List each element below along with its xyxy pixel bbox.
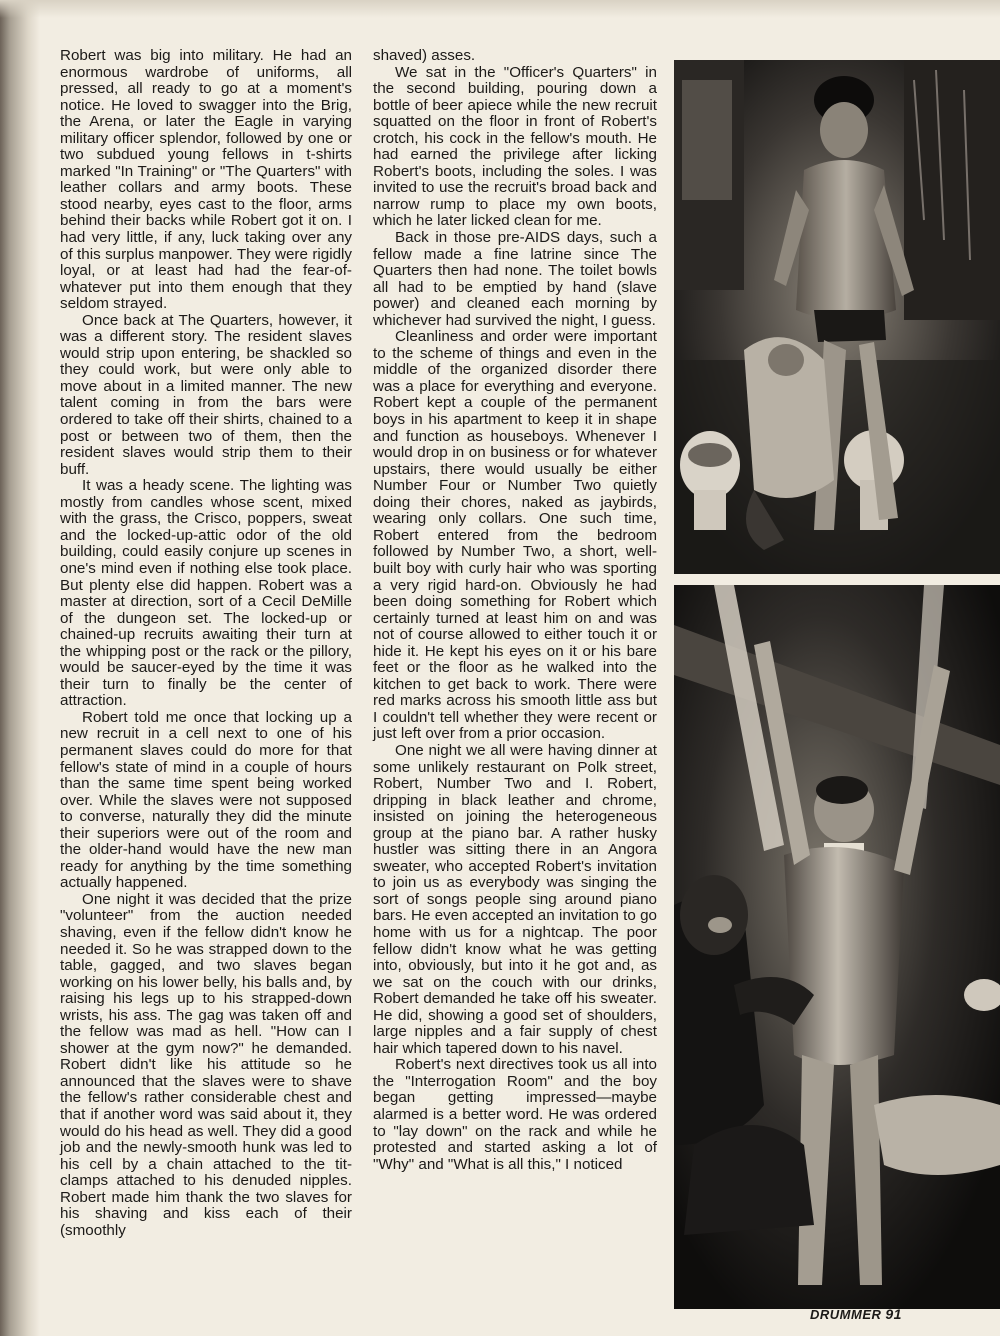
- paragraph: Back in those pre-AIDS days, such a fellow made a fine latrine since The Quarters then had none. The toilet bowls all had to be emptied by hand (slave power) and cleaned each morning by whichever had survived the night, I guess.: [373, 229, 657, 329]
- paragraph: One night we all were having dinner at some unlikely restaurant on Polk street, Robert, Number Two and I. Robert, dripping in black leather and chrome, insisted on joining the heterogeneous group at the piano bar. A rather husky hustler was sitting there in an Angora sweater, who accepted Robert's invitation to join us as everybody was singing the sort of songs people sing around piano bars. He even accepted an invitation to go home with us for a nightcap. The poor fellow didn't know what he was getting into, obviously, but into it he got and, as we sat on the couch with our drinks, Robert demanded he take off his sweater. He did, showing a good set of shoulders, large nipples and a fair supply of chest hair which tapered down to his navel.: [373, 741, 657, 1057]
- paragraph: We sat in the "Officer's Quarters" in the second building, pouring down a bottle of beer apiece while the new recruit squatted on the floor in front of Robert's crotch, his cock in the fellow's mouth. He had earned the privilege after licking Robert's boots, including the soles. I was invited to use the recruit's broad back and narrow rump to place my own boots, which he later licked clean for me.: [373, 63, 657, 230]
- photo-bottom-image: [674, 585, 1000, 1309]
- magazine-name: DRUMMER: [810, 1307, 882, 1322]
- paragraph: Once back at The Quarters, however, it was a different story. The resident slaves would strip upon entering, be shackled so they could work, but were only able to move about in a limited manner. The new talent coming in from the bars were ordered to take off their shirts, chained to a post or between two of them, then the resident slaves would strip them to their buff.: [60, 311, 352, 478]
- paragraph: It was a heady scene. The lighting was mostly from candles whose scent, mixed with the grass, the Crisco, poppers, sweat and the locked-up-attic odor of the old building, could easily conjure up scenes in one's mind even if nothing else took place. But plenty else did happen. Robert was a master at direction, sort of a Cecil DeMille of the dungeon set. The locked-up or chained-up recruits awaiting their turn at the whipping post or the rack or the pillory, would be saucer-eyed by the time it was their turn to finally be the center of attraction.: [60, 477, 352, 710]
- paragraph: Robert was big into military. He had an enormous wardrobe of uniforms, all pressed, all ready to go at a moment's notice. He loved to swagger into the Brig, the Arena, or later the Eagle in varying military officer splendor, followed by one or two subdued young fellows in t-shirts marked "In Training" or "The Quarters" with leather collars and army boots. These stood nearby, eyes cast to the floor, arms behind their backs while Robert got it on. I had very little, if any, luck taking over any of this surplus manpower. They were rigidly loyal, or at least had had the fear-of-whatever put into them enough that they seldom strayed.: [60, 47, 352, 313]
- article-column-left: [60, 48, 352, 1239]
- paragraph: Cleanliness and order were important to the scheme of things and even in the middle of the organized disorder there was a place for everything and everyone. Robert kept a couple of the permanent boys in his apartment to keep it in shape and function as houseboys. Whenever I would drop in on business or for whatever upstairs, there would usually be either Number Four or Number Two quietly doing their chores, naked as jaybirds, wearing only collars. One such time, Robert entered from the bedroom followed by Number Two, a short, well-built boy with curly hair who was sporting a very rigid hard-on. Obviously he had been doing something for Robert which certainly turned at least him on and was not of course allowed to either touch it or hide it. He kept his eyes on it or his bare feet or the floor as he walked into the kitchen to get back to work. There were red marks across his smooth little ass but I couldn't tell whether they were recent or just left over from a prior occasion.: [373, 328, 657, 743]
- photo-bottom: [674, 585, 1000, 1309]
- paragraph: Robert told me once that locking up a new recruit in a cell next to one of his permanent slaves could do more for that fellow's state of mind in a couple of hours than the same time spent being worked over. While the slaves were not supposed to converse, naturally they did the minute their superiors were out of the room and the older-hand would have the new man ready for anything by the time something actually happened.: [60, 708, 352, 892]
- photo-top: [674, 60, 1000, 574]
- photo-top-image: [674, 60, 1000, 574]
- page-number: 91: [885, 1306, 902, 1322]
- page-top-shadow: [0, 0, 1000, 18]
- paragraph: One night it was decided that the prize "volunteer" from the auction needed shaving, even if the fellow didn't know he needed it. So he was strapped down to the table, gagged, and two slaves began working on his lower belly, his balls and, by raising his legs up to his strapped-down wrists, his ass. The gag was taken off and the fellow was mad as hell. "How can I shower at the gym now?" he demanded. Robert didn't like his attitude so he announced that the slaves were to shave the fellow's rather considerable chest and that if another word was said about it, they would do his head as well. They did a good job and the newly-smooth hunk was led to his cell by a chain attached to the tit-clamps attached to his denuded nipples. Robert made him thank the two slaves for his shaving and kiss each of their (smoothly: [60, 890, 352, 1239]
- paragraph: Robert's next directives took us all into the "Interrogation Room" and the boy began getting impressed—maybe alarmed is a better word. He was ordered to "lay down" on the rack and while he protested and started asking a lot of "Why" and "What is all this," I noticed: [373, 1056, 657, 1173]
- article-column-middle: [373, 48, 657, 1173]
- paragraph-continuation: shaved) asses.: [373, 47, 476, 64]
- page-folio: [810, 1306, 902, 1322]
- page-gutter-shadow: [0, 0, 40, 1336]
